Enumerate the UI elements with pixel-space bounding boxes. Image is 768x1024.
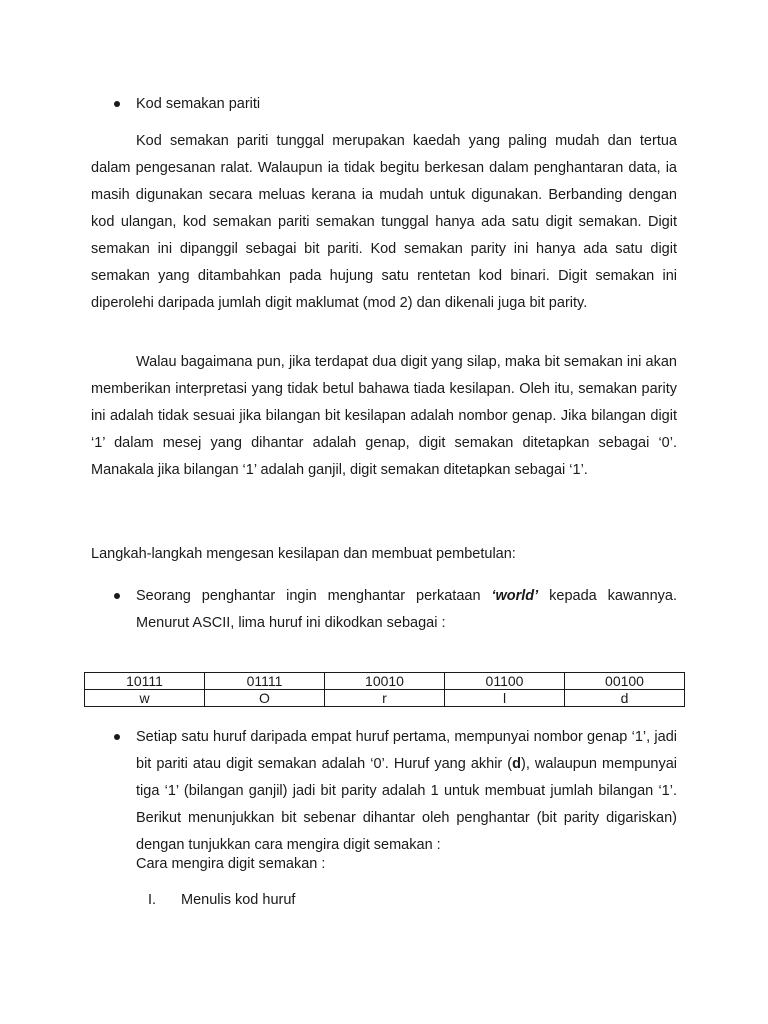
code-cell: 01111 [205, 673, 325, 690]
bullet-2-text [136, 724, 677, 859]
bullet-1-before: Seorang penghantar ingin menghantar perkataan [136, 588, 492, 604]
method-heading: Cara mengira digit semakan : [136, 856, 326, 872]
bullet-dot [114, 593, 120, 599]
letter-cell: w [85, 690, 205, 707]
bullet-1-text [136, 583, 677, 637]
bullet-dot [114, 101, 120, 107]
paragraph-2-text: Walau bagaimana pun, jika terdapat dua digit yang silap, maka bit semakan ini akan memberikan interpretasi yang tidak betul bahawa tiada kesilapan. Oleh itu, semakan parity ini adalah tidak sesuai jika bilangan bit kesilapan adalah nombor genap. Jika bilangan digit ‘1’ dalam mesej yang dihantar adalah genap, digit semakan ditetapkan sebagai ‘0’. Manakala jika bilangan ‘1’ adalah ganjil, digit semakan ditetapkan sebagai ‘1’. [91, 354, 677, 478]
bullet-1-after: kepada kawannya. Menurut ASCII, lima huruf ini dikodkan sebagai : [136, 588, 677, 631]
code-cell: 01100 [445, 673, 565, 690]
code-cell: 00100 [565, 673, 685, 690]
bullet-2-letter: d [512, 756, 522, 772]
paragraph-1-text: Kod semakan pariti tunggal merupakan kaedah yang paling mudah dan tertua dalam pengesanan ralat. Walaupun ia tidak begitu berkesan dalam penghantaran data, ia masih digunakan secara meluas kerana ia mudah untuk digunakan. Berbanding dengan kod ulangan, kod semakan pariti semakan tunggal hanya ada satu digit semakan. Digit semakan ini dipanggil sebagai bit pariti. Kod semakan parity ini hanya ada satu digit semakan yang ditambahkan pada hujung satu rentetan kod binari. Digit semakan ini diperolehi daripada jumlah digit maklumat (mod 2) dan dikenali juga bit parity. [91, 133, 677, 311]
numbered-item-text: Menulis kod huruf [181, 892, 296, 908]
letter-row [85, 690, 685, 707]
code-cell: 10010 [325, 673, 445, 690]
steps-heading: Langkah-langkah mengesan kesilapan dan membuat pembetulan: [91, 546, 516, 562]
letter-cell: O [205, 690, 325, 707]
code-cell: 10111 [85, 673, 205, 690]
bullet-2-before: Setiap satu huruf daripada empat huruf pertama, mempunyai nombor genap ‘1’, jadi bit pariti atau digit semakan adalah ‘0’. Huruf yang akhir ( [136, 729, 677, 772]
letter-cell: l [445, 690, 565, 707]
letter-cell: d [565, 690, 685, 707]
section-heading: Kod semakan pariti [136, 96, 261, 112]
bullet-dot [114, 734, 120, 740]
letter-cell: r [325, 690, 445, 707]
paragraph-2 [91, 349, 677, 484]
bullet-1-word: ‘world’ [491, 588, 539, 604]
ascii-code-table [84, 672, 685, 707]
numbered-item-marker: I. [148, 892, 157, 908]
code-row [85, 673, 685, 690]
bullet-2-after: ), walaupun mempunyai tiga ‘1’ (bilangan ganjil) jadi bit parity adalah 1 untuk membuat jumlah bilangan ‘1’. Berikut menunjukkan bit sebenar dihantar oleh penghantar (bit parity digariskan) dengan tunjukkan cara mengira digit semakan : [136, 756, 678, 853]
paragraph-1 [91, 128, 677, 317]
